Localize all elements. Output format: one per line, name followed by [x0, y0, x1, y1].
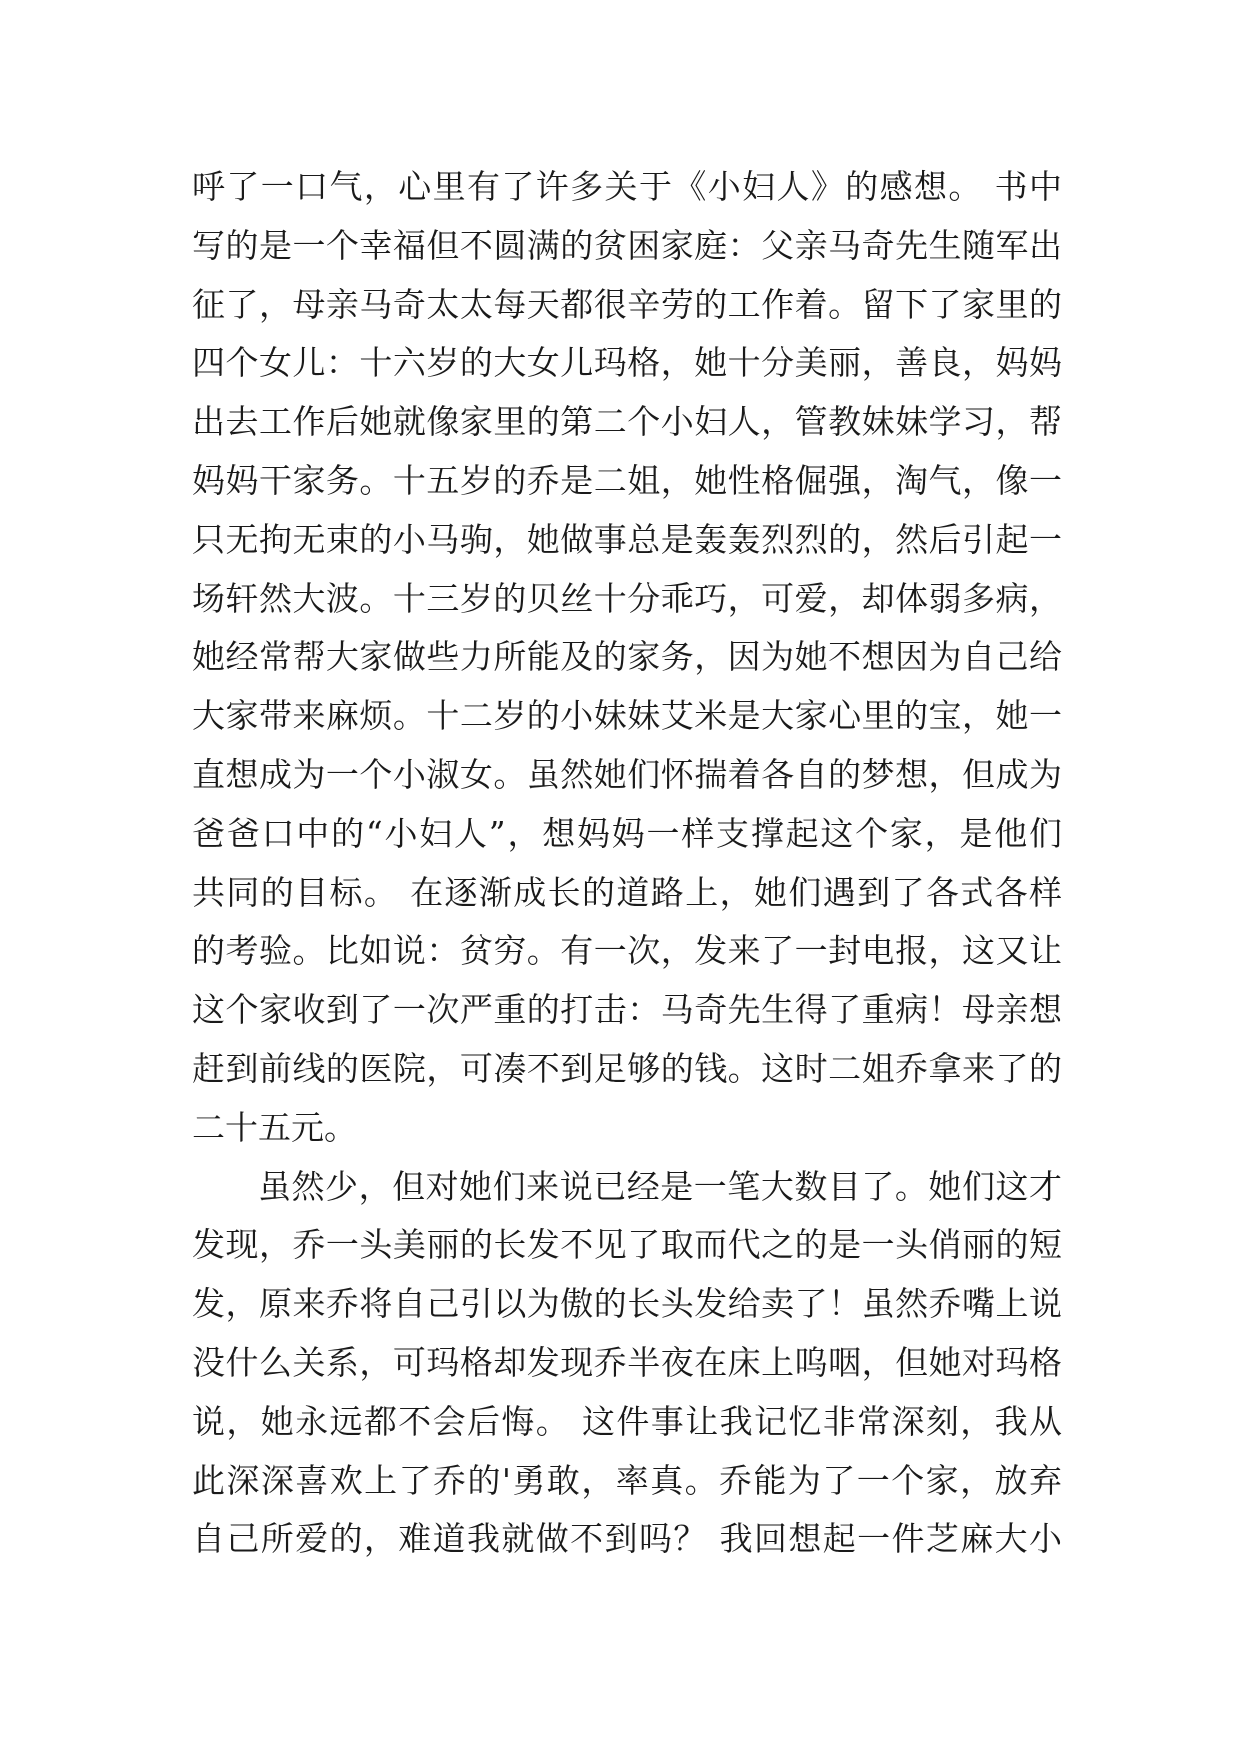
- paragraph-first-line: 虽然少，但对她们来说已经是一笔大数目了。她们这才: [258, 1166, 1062, 1206]
- text-line: 发现，乔一头美丽的长发不见了取而代之的是一头俏丽的短: [192, 1225, 1062, 1265]
- text-line: 呼了一口气，心里有了许多关于《小妇人》的感想。 书中: [192, 167, 1062, 206]
- text-line: 爸爸口中的“小妇人”，想妈妈一样支撑起这个家，是他们: [192, 813, 1062, 853]
- text-line: 大家带来麻烦。十二岁的小妹妹艾米是大家心里的宝，她一: [192, 696, 1062, 736]
- text-line: 赶到前线的医院，可凑不到足够的钱。这时二姐乔拿来了的: [192, 1048, 1062, 1088]
- text-line: 四个女儿：十六岁的大女儿玛格，她十分美丽，善良，妈妈: [192, 343, 1062, 383]
- text-line: 共同的目标。 在逐渐成长的道路上，她们遇到了各式各样: [192, 872, 1062, 912]
- text-line: 的考验。比如说：贫穷。有一次，发来了一封电报，这又让: [192, 931, 1062, 971]
- text-line: 她经常帮大家做些力所能及的家务，因为她不想因为自己给: [192, 637, 1062, 677]
- text-line: 只无拘无束的小马驹，她做事总是轰轰烈烈的，然后引起一: [192, 519, 1062, 559]
- text-line: 这个家收到了一次严重的打击：马奇先生得了重病！母亲想: [192, 990, 1062, 1030]
- text-line: 二十五元。: [192, 1107, 357, 1147]
- text-line: 此深深喜欢上了乔的'勇敢，率真。乔能为了一个家，放弃: [192, 1460, 1062, 1500]
- text-line: 发，原来乔将自己引以为傲的长头发给卖了！虽然乔嘴上说: [192, 1284, 1062, 1324]
- text-line: 写的是一个幸福但不圆满的贫困家庭：父亲马奇先生随军出: [192, 225, 1062, 265]
- text-line: 没什么关系，可玛格却发现乔半夜在床上呜咽，但她对玛格: [192, 1342, 1062, 1382]
- text-line: 征了，母亲马奇太太每天都很辛劳的工作着。留下了家里的: [192, 284, 1062, 324]
- text-line: 妈妈干家务。十五岁的乔是二姐，她性格倔强，淘气，像一: [192, 460, 1062, 500]
- document-body: [192, 158, 1062, 1569]
- text-line: 直想成为一个小淑女。虽然她们怀揣着各自的梦想，但成为: [192, 754, 1062, 794]
- text-line: 出去工作后她就像家里的第二个小妇人，管教妹妹学习，帮: [192, 402, 1062, 442]
- text-line: 场轩然大波。十三岁的贝丝十分乖巧，可爱，却体弱多病，: [192, 578, 1062, 618]
- text-line: 自己所爱的，难道我就做不到吗？ 我回想起一件芝麻大小: [192, 1519, 1062, 1559]
- text-line: 说，她永远都不会后悔。 这件事让我记忆非常深刻，我从: [192, 1401, 1062, 1441]
